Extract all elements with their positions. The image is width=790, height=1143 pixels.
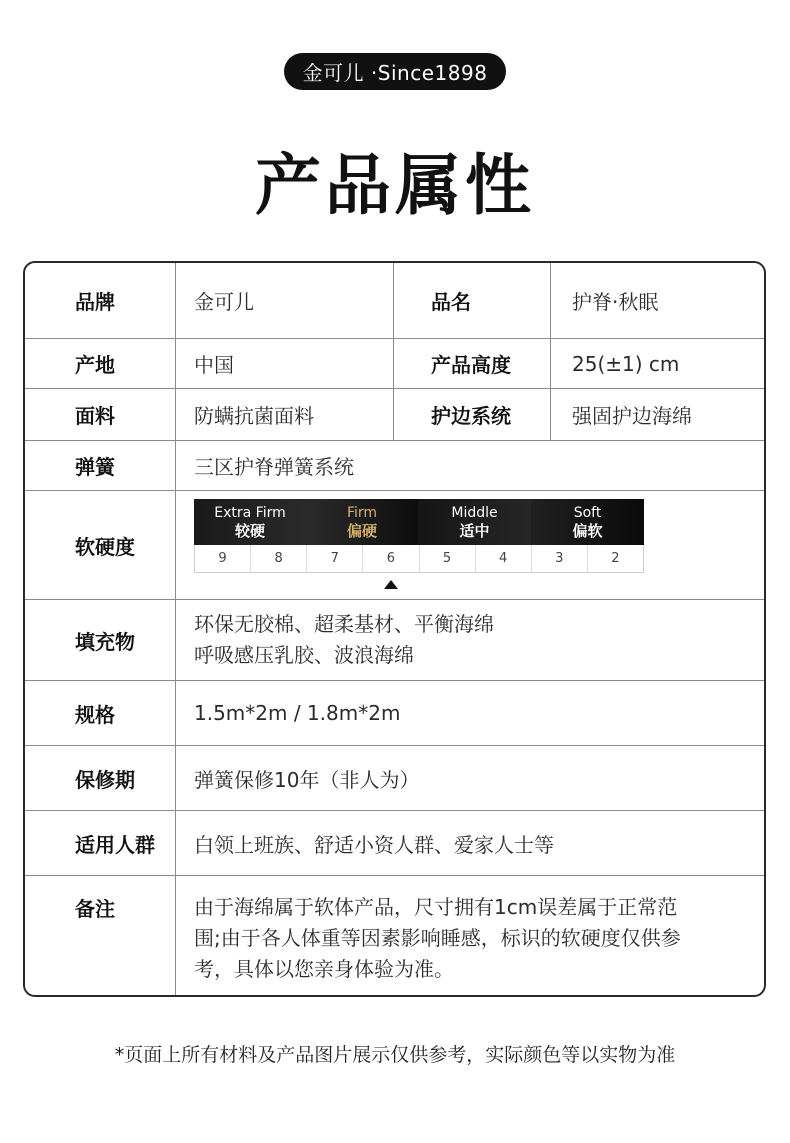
warranty-label: 保修期 xyxy=(75,767,135,792)
edge-value: 强固护边海绵 xyxy=(572,404,692,428)
brand-value: 金可儿 xyxy=(194,290,254,314)
size-label: 规格 xyxy=(75,702,115,727)
spring-value: 三区护脊弹簧系统 xyxy=(194,455,354,479)
fabric-label: 面料 xyxy=(75,404,115,428)
hardness-level-zh: 较硬 xyxy=(234,522,265,540)
hardness-marker-icon xyxy=(384,580,398,589)
hardness-level-zh: 偏软 xyxy=(572,522,603,540)
height-value: 25(±1) cm xyxy=(572,351,680,376)
hardness-scale xyxy=(194,499,644,574)
note-line: 考，具体以您亲身体验为准。 xyxy=(194,957,454,981)
brand-label: 品牌 xyxy=(75,290,115,314)
table-row xyxy=(25,875,764,997)
brand-badge-text: 金可儿 ·Since1898 xyxy=(302,61,488,85)
hardness-level-zh: 适中 xyxy=(459,522,490,540)
table-row xyxy=(25,263,764,338)
hardness-number: 6 xyxy=(362,545,418,572)
height-label: 产品高度 xyxy=(431,353,511,377)
hardness-number: 5 xyxy=(419,545,475,572)
audience-value: 白领上班族、舒适小资人群、爱家人士等 xyxy=(194,832,554,857)
page-title: 产品属性 xyxy=(255,147,535,224)
table-row xyxy=(25,680,764,745)
hardness-label: 软硬度 xyxy=(75,534,135,559)
table-row xyxy=(25,388,764,440)
hardness-level-en: Middle xyxy=(451,505,498,521)
filling-line: 环保无胶棉、超柔基材、平衡海绵 xyxy=(194,612,494,636)
edge-label: 护边系统 xyxy=(431,404,511,428)
hardness-level-en: Extra Firm xyxy=(214,505,286,521)
table-row xyxy=(25,599,764,680)
hardness-numbers xyxy=(194,545,644,573)
hardness-level-soft xyxy=(531,499,644,545)
filling-label: 填充物 xyxy=(75,629,135,654)
hardness-number: 4 xyxy=(475,545,531,572)
size-value: 1.5m*2m / 1.8m*2m xyxy=(194,701,401,725)
hardness-number: 2 xyxy=(587,545,643,572)
name-value: 护脊·秋眠 xyxy=(572,290,659,314)
hardness-level-firm xyxy=(306,499,418,545)
product-attributes-table xyxy=(23,261,766,997)
hardness-number: 8 xyxy=(250,545,306,572)
origin-value: 中国 xyxy=(194,353,234,377)
note-line: 由于海绵属于软体产品，尺寸拥有1cm误差属于正常范 xyxy=(194,895,678,919)
table-row xyxy=(25,490,764,599)
origin-label: 产地 xyxy=(75,353,115,377)
spring-label: 弹簧 xyxy=(75,455,115,479)
table-row xyxy=(25,745,764,810)
note-label: 备注 xyxy=(75,897,115,921)
warranty-value: 弹簧保修10年（非人为） xyxy=(194,767,420,792)
hardness-level-extra-firm xyxy=(194,499,306,545)
table-row xyxy=(25,440,764,490)
hardness-number: 3 xyxy=(531,545,587,572)
hardness-level-en: Firm xyxy=(346,505,378,521)
table-row xyxy=(25,338,764,388)
filling-line: 呼吸感压乳胶、波浪海绵 xyxy=(194,643,414,667)
hardness-level-en: Soft xyxy=(573,505,602,521)
hardness-level-middle xyxy=(418,499,531,545)
table-row xyxy=(25,810,764,875)
name-label: 品名 xyxy=(431,290,471,314)
hardness-number: 7 xyxy=(306,545,362,572)
audience-label: 适用人群 xyxy=(75,832,155,857)
hardness-level-zh: 偏硬 xyxy=(346,522,377,540)
fabric-value: 防螨抗菌面料 xyxy=(194,404,314,428)
hardness-number: 9 xyxy=(218,551,227,566)
note-line: 围;由于各人体重等因素影响睡感，标识的软硬度仅供参 xyxy=(194,926,681,950)
brand-badge xyxy=(284,53,506,90)
footer-disclaimer: *页面上所有材料及产品图片展示仅供参考，实际颜色等以实物为准 xyxy=(114,1044,676,1066)
